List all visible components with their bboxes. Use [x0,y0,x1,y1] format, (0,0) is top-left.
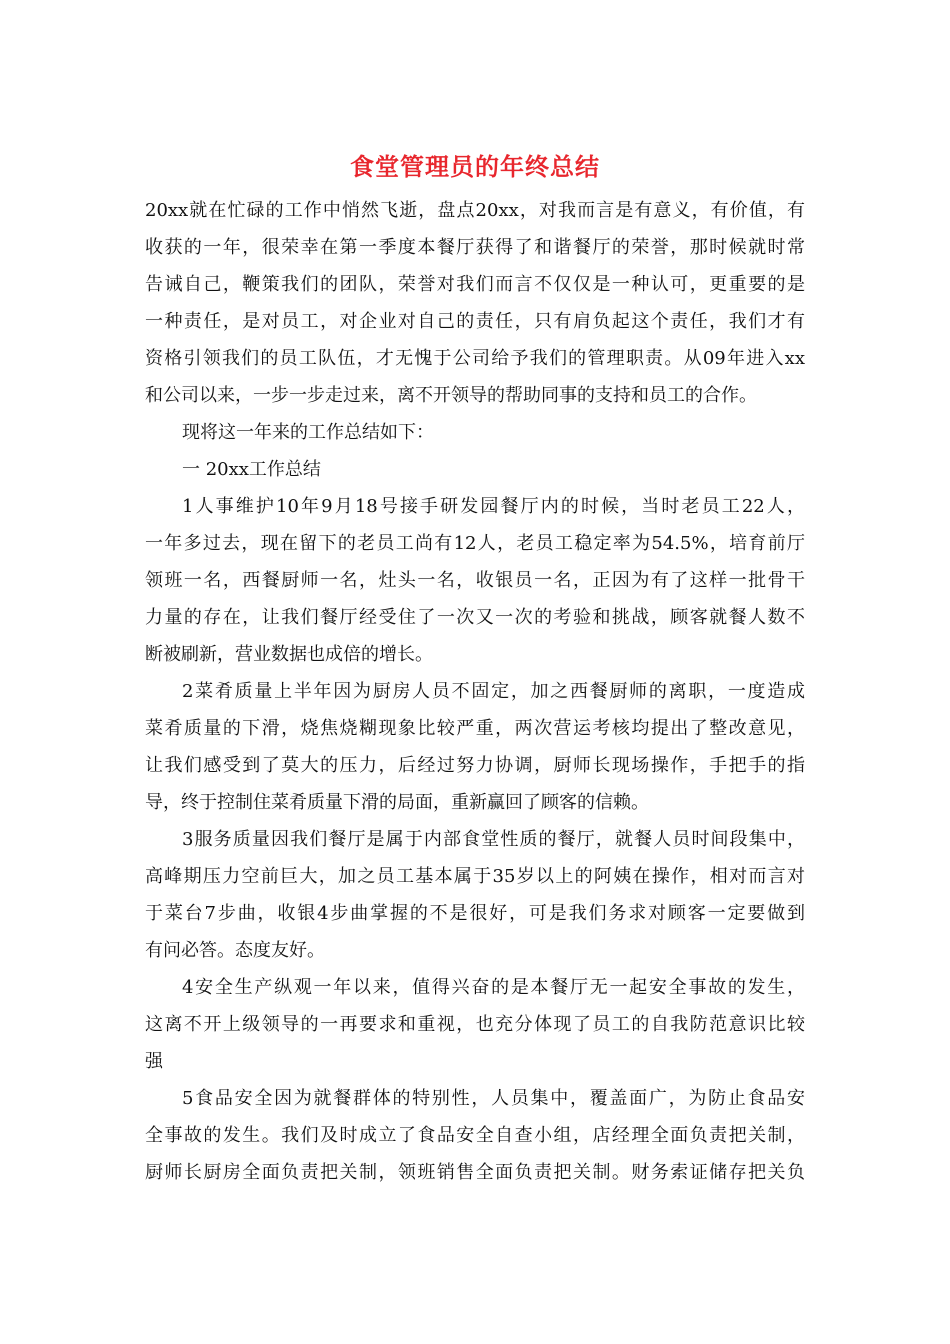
text-line: 让我们感受到了莫大的压力，后经过努力协调，厨师长现场操作，手把手的指 [145,755,805,776]
text-line: 于菜台7步曲，收银4步曲掌握的不是很好，可是我们务求对顾客一定要做到 [145,903,805,924]
text-line: 这离不开上级领导的一再要求和重视，也充分体现了员工的自我防范意识比较 [145,1014,805,1035]
text-line: 一 20xx工作总结 [182,459,321,480]
text-line: 5食品安全因为就餐群体的特别性，人员集中，覆盖面广，为防止食品安 [182,1088,805,1109]
text-line: 2菜肴质量上半年因为厨房人员不固定，加之西餐厨师的离职，一度造成 [182,681,805,702]
text-line: 1人事维护10年9月18号接手研发园餐厅内的时候，当时老员工22人， [182,496,805,517]
text-line: 一年多过去，现在留下的老员工尚有12人，老员工稳定率为54.5%，培育前厅 [145,533,805,554]
text-line: 强 [145,1051,163,1072]
document-title: 食堂管理员的年终总结 [350,152,600,181]
text-line: 和公司以来，一步一步走过来，离不开领导的帮助同事的支持和员工的合作。 [145,385,757,406]
text-line: 厨师长厨房全面负责把关制，领班销售全面负责把关制。财务索证储存把关负 [145,1162,805,1183]
text-line: 高峰期压力空前巨大，加之员工基本属于35岁以上的阿姨在操作，相对而言对 [145,866,805,887]
text-line: 4安全生产纵观一年以来，值得兴奋的是本餐厅无一起安全事故的发生， [182,977,805,998]
document-body [145,192,805,1191]
text-line: 收获的一年，很荣幸在第一季度本餐厅获得了和谐餐厅的荣誉，那时候就时常 [145,237,805,258]
text-line: 现将这一年来的工作总结如下： [182,422,434,443]
text-line: 告诫自己，鞭策我们的团队，荣誉对我们而言不仅仅是一种认可，更重要的是 [145,274,805,295]
text-line: 全事故的发生。我们及时成立了食品安全自查小组，店经理全面负责把关制， [145,1125,805,1146]
text-line: 领班一名，西餐厨师一名，灶头一名，收银员一名，正因为有了这样一批骨干 [145,570,805,591]
text-line: 3服务质量因我们餐厅是属于内部食堂性质的餐厅，就餐人员时间段集中， [182,829,805,850]
text-line: 有问必答。态度友好。 [145,940,325,961]
text-line: 20xx就在忙碌的工作中悄然飞逝，盘点20xx，对我而言是有意义，有价值，有 [145,200,805,221]
text-line: 导，终于控制住菜肴质量下滑的局面，重新赢回了顾客的信赖。 [145,792,649,813]
text-line: 一种责任，是对员工，对企业对自己的责任，只有肩负起这个责任，我们才有 [145,311,805,332]
text-line: 力量的存在，让我们餐厅经受住了一次又一次的考验和挑战，顾客就餐人数不 [145,607,805,628]
text-line: 资格引领我们的员工队伍，才无愧于公司给予我们的管理职责。从09年进入xx [145,348,805,369]
text-line: 菜肴质量的下滑，烧焦烧糊现象比较严重，两次营运考核均提出了整改意见， [145,718,805,739]
text-line: 断被刷新，营业数据也成倍的增长。 [145,644,433,665]
